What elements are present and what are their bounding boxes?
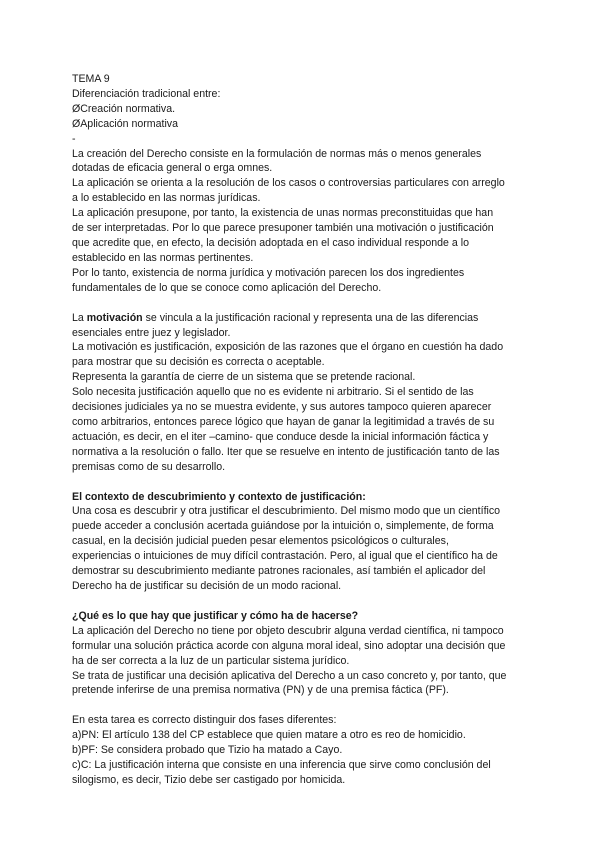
text-line: demostrar su descubrimiento mediante patrones racionales, así también el aplicador del: [72, 565, 486, 578]
intro-bullet: ØAplicación normativa: [72, 117, 178, 130]
text-line: En esta tarea es correcto distinguir dos fases diferentes:: [72, 714, 337, 727]
text-line: La motivación es justificación, exposición de las razones que el órgano en cuestión ha dado: [72, 341, 504, 354]
text-line: fundamentales de lo que se conoce como aplicación del Derecho.: [72, 281, 382, 294]
text-line: ha de ser correcta a la luz de un particular sistema jurídico.: [72, 654, 350, 667]
intro-bullet: ØCreación normativa.: [72, 102, 176, 115]
text-line: que acredite que, en efecto, la decisión adoptada en el caso individual responde a lo: [72, 236, 469, 249]
paragraph-what-to-justify: [72, 624, 530, 699]
text-line: Representa la garantía de cierre de un sistema que se pretende racional.: [72, 371, 416, 384]
text-line: formular una solución práctica acorde con alguna moral ideal, sino adoptar una decisión que: [72, 639, 506, 652]
intro-dash: -: [72, 132, 76, 145]
text-line: Solo necesita justificación aquello que no es evidente ni arbitrario. Si el sentido de las: [72, 386, 474, 399]
text-line: puede acceder a conclusión acertada guiándose por la intuición o, simplemente, de forma: [72, 520, 494, 533]
text-line: Se trata de justificar una decisión aplicativa del Derecho a un caso concreto y, por tanto, que: [72, 669, 507, 682]
text-line: a lo establecido en las normas jurídicas.: [72, 192, 261, 205]
text-line: Por lo tanto, existencia de norma jurídica y motivación parecen los dos ingredientes: [72, 266, 465, 279]
text-line: experiencias o intuiciones de muy difícil contrastación. Pero, al igual que el científico ha de: [72, 550, 498, 563]
motivation-keyword: motivación: [86, 311, 143, 324]
text-line: establecido en las normas pertinentes.: [72, 251, 254, 264]
text-fragment: se vincula a la justificación racional y representa una de las diferencias: [142, 311, 479, 324]
list-item: c)C: La justificación interna que consiste en una inferencia que sirve como conclusión del: [72, 759, 491, 772]
text-line: [72, 311, 530, 326]
list-item: b)PF: Se considera probado que Tizio ha matado a Cayo.: [72, 744, 343, 757]
text-line: La creación del Derecho consiste en la formulación de normas más o menos generales: [72, 147, 482, 160]
text-line: esenciales entre juez y legislador.: [72, 326, 231, 339]
paragraph-motivation: [72, 311, 530, 475]
text-fragment: La: [72, 311, 87, 324]
text-line: dotadas de eficacia general o erga omnes.: [72, 162, 273, 175]
list-item: a)PN: El artículo 138 del CP establece que quien matare a otro es reo de homicidio.: [72, 729, 466, 742]
text-line: Una cosa es descubrir y otra justificar el descubrimiento. Del mismo modo que un científico: [72, 505, 501, 518]
text-line: para mostrar que su decisión es correcta o aceptable.: [72, 356, 325, 369]
text-line: decisiones judiciales ya no se muestra evidente, y sus autores tampoco quieren aparecer: [72, 401, 492, 414]
doc-title: TEMA 9: [72, 73, 110, 85]
paragraph-phases: [72, 713, 530, 788]
text-line: normativa a la resolución o fallo. Iter que se resuelve en intento de justificación tanto de las: [72, 445, 500, 458]
text-line: La aplicación se orienta a la resolución de los casos o controversias particulares con arreglo: [72, 177, 505, 190]
text-line: como arbitrarios, entonces parece lógico que hayan de ganar la legitimidad a través de su: [72, 415, 495, 428]
text-line: La aplicación del Derecho no tiene por objeto descubrir alguna verdad científica, ni tampoco: [72, 624, 504, 637]
text-line: silogismo, es decir, Tizio debe ser castigado por homicida.: [72, 773, 346, 786]
text-line: actuación, es decir, en el iter –camino- que conduce desde la inicial información fáctica y: [72, 430, 489, 443]
text-line: premisas como de su desarrollo.: [72, 460, 226, 473]
section-heading: El contexto de descubrimiento y contexto de justificación:: [72, 490, 366, 503]
text-line: pretende inferirse de una premisa normativa (PN) y de una premisa fáctica (PF).: [72, 684, 449, 697]
text-line: de ser interpretadas. Por lo que parece presuponer también una motivación o justificación: [72, 222, 494, 235]
text-line: Derecho ha de justificar su decisión de un modo racional.: [72, 580, 342, 592]
section-heading: ¿Qué es lo que hay que justificar y cómo ha de hacerse?: [72, 609, 359, 622]
intro-line: Diferenciación tradicional entre:: [72, 87, 221, 100]
paragraph-context: [72, 504, 530, 593]
paragraph-creation-application: [72, 147, 530, 296]
text-line: La aplicación presupone, por tanto, la existencia de unas normas preconstituidas que han: [72, 207, 494, 220]
text-line: casual, en la decisión judicial pueden pesar elementos psicológicos o culturales,: [72, 535, 449, 548]
